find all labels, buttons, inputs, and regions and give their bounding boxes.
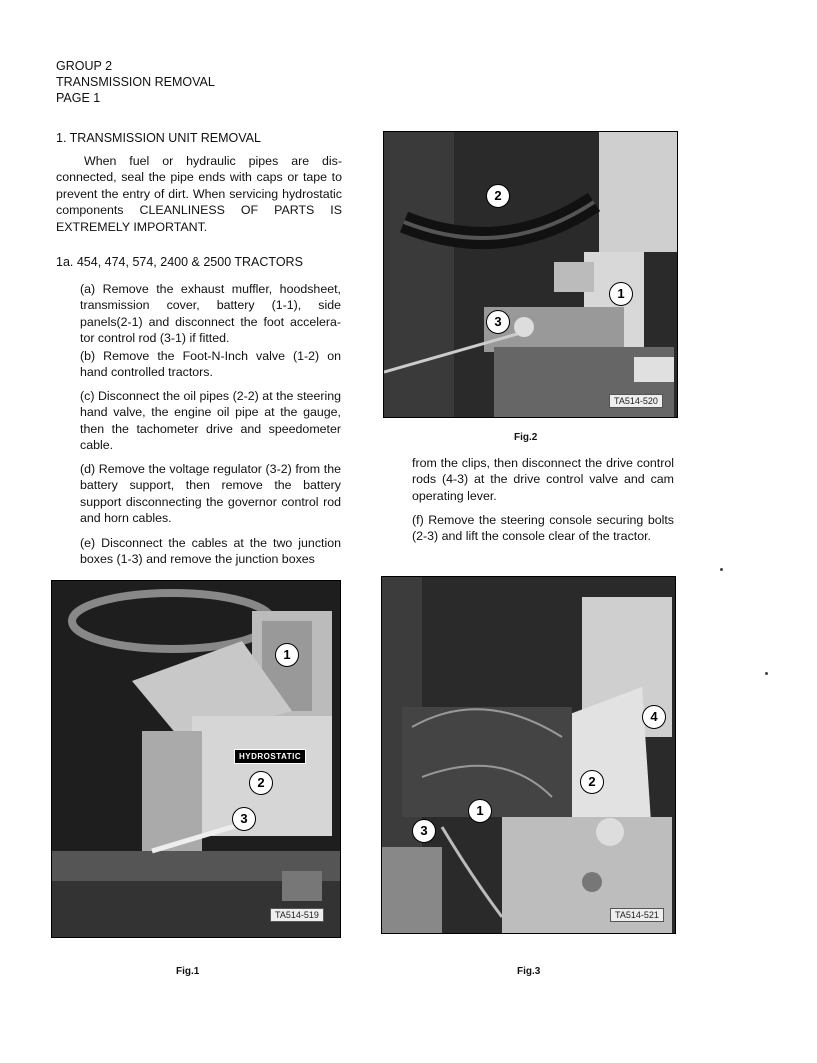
figure-2-caption: Fig.2 xyxy=(514,432,538,443)
figure-3-photo xyxy=(381,576,676,934)
scan-speck xyxy=(765,672,768,675)
callout-marker: 3 xyxy=(232,807,256,831)
figure-2-illustration xyxy=(384,132,677,417)
callout-marker: 1 xyxy=(275,643,299,667)
step-b: (b) Remove the Foot-N-Inch valve (1-2) on hand controlled tractors. xyxy=(80,349,341,380)
figure-1-caption: Fig.1 xyxy=(176,966,200,977)
page-number: PAGE 1 xyxy=(56,91,101,105)
figure-2-photo xyxy=(383,131,678,418)
figure-3-illustration xyxy=(382,577,675,933)
callout-marker: 4 xyxy=(642,705,666,729)
callout-marker: 3 xyxy=(412,819,436,843)
page-header xyxy=(56,58,215,106)
subsection-title: 1a. 454, 474, 574, 2400 & 2500 TRACTORS xyxy=(56,255,303,269)
step-d: (d) Remove the voltage regulator (3-2) from the battery support, then remove the battery support disconnecting the governor control rod and horn cables. xyxy=(80,462,341,526)
callout-marker: 3 xyxy=(486,310,510,334)
figure-2-id-tag: TA514-520 xyxy=(609,394,663,408)
step-a: (a) Remove the exhaust muffler, hoodsheet, transmission cover, battery (1-1), side panels(2-1) and disconnect the foot accelera-tor control rod (3-1) if fitted. xyxy=(80,282,341,346)
callout-marker: 1 xyxy=(609,282,633,306)
section-title: 1. TRANSMISSION UNIT REMOVAL xyxy=(56,131,261,145)
step-e-continued: from the clips, then disconnect the drive control rods (4-3) at the drive control valve and cam operating lever. xyxy=(412,456,674,503)
header-title: TRANSMISSION REMOVAL xyxy=(56,75,215,89)
scan-speck xyxy=(720,568,723,571)
callout-marker: 2 xyxy=(249,771,273,795)
figure-3-id-tag: TA514-521 xyxy=(610,908,664,922)
step-e: (e) Disconnect the cables at the two junction boxes (1-3) and remove the junction boxes xyxy=(80,536,341,567)
group-label: GROUP 2 xyxy=(56,59,113,73)
step-f: (f) Remove the steering console securing bolts (2-3) and lift the console clear of the tractor. xyxy=(412,513,674,544)
figure-1-photo xyxy=(51,580,341,938)
callout-marker: 1 xyxy=(468,799,492,823)
callout-marker: 2 xyxy=(580,770,604,794)
callout-marker: 2 xyxy=(486,184,510,208)
figure-1-id-tag: TA514-519 xyxy=(270,908,324,922)
figure-3-caption: Fig.3 xyxy=(517,966,541,977)
intro-paragraph: When fuel or hydraulic pipes are dis-connected, seal the pipe ends with caps or tape to prevent the entry of dirt. When servicing hydrostatic components CLEANLINESS OF PARTS IS EXTREMELY IMPORTANT. xyxy=(56,154,342,234)
step-c: (c) Disconnect the oil pipes (2-2) at the steering hand valve, the engine oil pipe at the gauge, then the tachometer drive and speedometer cable. xyxy=(80,389,341,453)
hydrostatic-badge: HYDROSTATIC xyxy=(234,749,306,764)
